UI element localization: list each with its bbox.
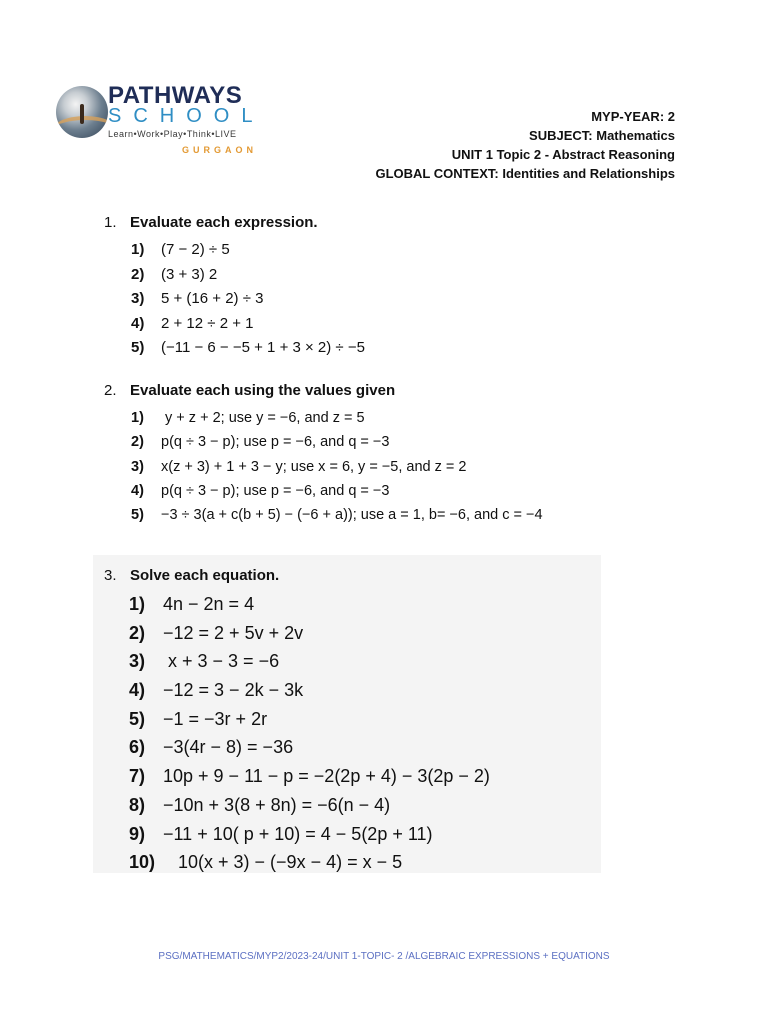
subject-line (375, 126, 675, 145)
question-number: 1) (131, 241, 145, 258)
section-2-list (131, 406, 543, 527)
question-item (129, 848, 490, 877)
question-number: 10) (129, 852, 156, 873)
question-number: 9) (129, 823, 146, 844)
question-text: x(z + 3) + 1 + 3 − y; use x = 6, y = −5, and z = 2 (161, 458, 467, 475)
question-number: 5) (131, 507, 144, 524)
section-number: 2. (104, 382, 117, 399)
section-3-heading (104, 567, 279, 584)
logo-city: GURGAON (182, 145, 257, 155)
question-text: p(q ÷ 3 − p); use p = −6, and q = −3 (161, 434, 390, 451)
section-1-heading (104, 214, 318, 231)
question-number: 1) (129, 594, 146, 614)
question-text: (3 + 3) 2 (161, 265, 218, 283)
question-item (131, 312, 365, 337)
question-text: −10n + 3(8 + 8n) = −6(n − 4) (163, 794, 391, 815)
section-title: Evaluate each using the values given (130, 382, 396, 399)
question-number: 1) (131, 410, 144, 426)
question-number: 5) (129, 708, 146, 729)
question-item (131, 430, 543, 454)
question-text: −3(4r − 8) = −36 (163, 737, 294, 758)
question-number: 4) (129, 680, 146, 701)
question-number: 2) (131, 265, 145, 283)
question-number: 2) (131, 434, 144, 451)
question-number: 4) (131, 482, 144, 499)
context-value: Identities and Relationships (502, 166, 675, 181)
question-text: 4n − 2n = 4 (163, 594, 255, 614)
question-text: y + z + 2; use y = −6, and z = 5 (161, 410, 365, 426)
question-text: 2 + 12 ÷ 2 + 1 (161, 314, 254, 332)
subject-value: Mathematics (596, 128, 675, 143)
logo-name-top: PATHWAYS (108, 82, 243, 109)
question-item (129, 791, 490, 820)
question-text: p(q ÷ 3 − p); use p = −6, and q = −3 (161, 482, 390, 499)
question-item (131, 336, 365, 361)
question-text: x + 3 − 3 = −6 (163, 651, 280, 672)
section-2-heading (104, 382, 395, 399)
context-label: GLOBAL CONTEXT: (375, 166, 499, 181)
question-number: 3) (131, 290, 145, 307)
question-number: 3) (129, 651, 146, 672)
section-number: 1. (104, 214, 117, 231)
school-logo (54, 82, 269, 162)
document-header (375, 107, 675, 183)
question-number: 2) (129, 622, 146, 643)
section-3-list (129, 590, 490, 877)
question-item (131, 406, 543, 430)
section-title: Evaluate each expression. (130, 214, 318, 231)
page-footer: PSG/MATHEMATICS/MYP2/2023-24/UNIT 1-TOPIC- 2 /ALGEBRAIC EXPRESSIONS + EQUATIONS (158, 951, 610, 962)
question-text: 5 + (16 + 2) ÷ 3 (161, 290, 264, 307)
question-item (129, 762, 490, 791)
year-line: MYP-YEAR: 2 (591, 109, 675, 124)
question-text: −1 = −3r + 2r (163, 708, 268, 729)
question-text: (7 − 2) ÷ 5 (161, 241, 230, 258)
question-item (129, 647, 490, 676)
logo-tagline: Learn•Work•Play•Think•LIVE (108, 129, 237, 139)
globe-emblem-icon (56, 86, 108, 138)
question-number: 5) (131, 339, 145, 356)
question-item (131, 263, 365, 288)
question-number: 7) (129, 766, 146, 787)
question-item (131, 287, 365, 312)
logo-name-bottom: SCHOOL (108, 105, 265, 127)
context-line (375, 164, 675, 183)
section-title: Solve each equation. (130, 567, 280, 584)
question-item (129, 619, 490, 648)
question-item (131, 479, 543, 503)
question-text: (−11 − 6 − −5 + 1 + 3 × 2) ÷ −5 (161, 339, 365, 356)
question-item (131, 455, 543, 479)
section-1-list (131, 238, 365, 361)
question-text: −11 + 10( p + 10) = 4 − 5(2p + 11) (163, 823, 433, 844)
question-item (129, 820, 490, 849)
section-number: 3. (104, 567, 117, 584)
question-item (129, 705, 490, 734)
question-text: −12 = 2 + 5v + 2v (163, 622, 304, 643)
subject-label: SUBJECT: (529, 128, 593, 143)
question-number: 8) (129, 794, 146, 815)
question-item (129, 590, 490, 619)
question-item (131, 503, 543, 527)
question-item (131, 238, 365, 263)
question-item (129, 676, 490, 705)
question-text: 10(x + 3) − (−9x − 4) = x − 5 (163, 852, 403, 873)
question-text: 10p + 9 − 11 − p = −2(2p + 4) − 3(2p − 2) (163, 766, 490, 787)
question-item (129, 733, 490, 762)
question-text: −12 = 3 − 2k − 3k (163, 680, 304, 701)
question-text: −3 ÷ 3(a + c(b + 5) − (−6 + a)); use a = 1, b= −6, and c = −4 (161, 507, 543, 524)
question-number: 3) (131, 458, 144, 475)
question-number: 4) (131, 314, 145, 332)
question-number: 6) (129, 737, 146, 758)
unit-line: UNIT 1 Topic 2 - Abstract Reasoning (451, 147, 675, 162)
